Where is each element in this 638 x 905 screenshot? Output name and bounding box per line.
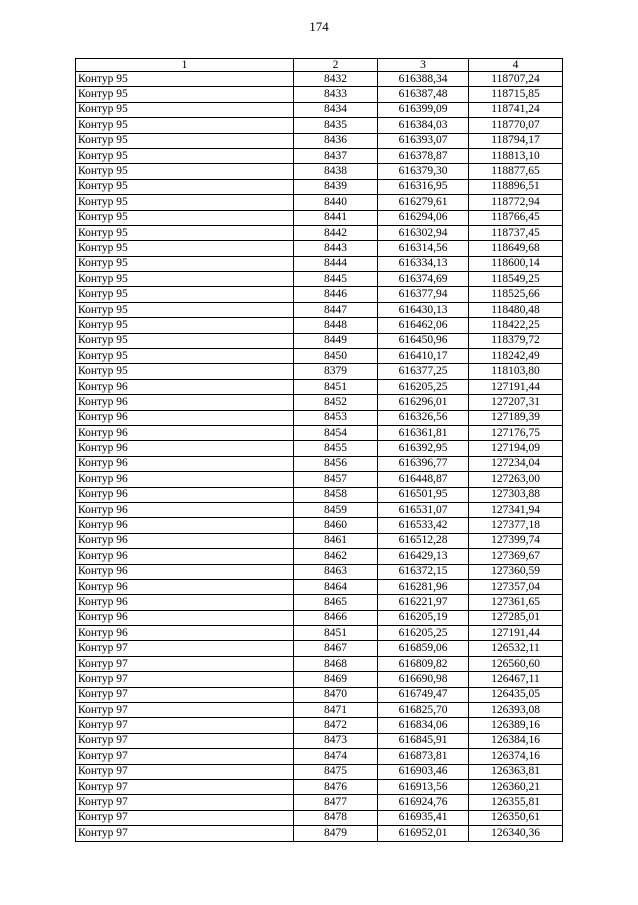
x-coordinate-cell: 616690,98 (378, 672, 469, 687)
y-coordinate-cell: 118649,68 (469, 241, 563, 256)
table-row (76, 487, 563, 502)
point-number-cell: 8440 (294, 195, 378, 210)
contour-name-cell: Контур 95 (76, 287, 294, 302)
contour-name-cell: Контур 95 (76, 318, 294, 333)
contour-name-cell: Контур 96 (76, 379, 294, 394)
y-coordinate-cell: 126467,11 (469, 672, 563, 687)
y-coordinate-cell: 126560,60 (469, 656, 563, 671)
contour-name-cell: Контур 95 (76, 179, 294, 194)
y-coordinate-cell: 126340,36 (469, 826, 563, 841)
y-coordinate-cell: 118813,10 (469, 148, 563, 163)
x-coordinate-cell: 616326,56 (378, 410, 469, 425)
point-number-cell: 8478 (294, 810, 378, 825)
table-row (76, 749, 563, 764)
y-coordinate-cell: 118422,25 (469, 318, 563, 333)
table-row (76, 533, 563, 548)
x-coordinate-cell: 616296,01 (378, 395, 469, 410)
y-coordinate-cell: 126389,16 (469, 718, 563, 733)
y-coordinate-cell: 126350,61 (469, 810, 563, 825)
x-coordinate-cell: 616430,13 (378, 302, 469, 317)
contour-name-cell: Контур 96 (76, 549, 294, 564)
contour-name-cell: Контур 96 (76, 564, 294, 579)
y-coordinate-cell: 126532,11 (469, 641, 563, 656)
contour-name-cell: Контур 95 (76, 210, 294, 225)
table-row (76, 810, 563, 825)
y-coordinate-cell: 118525,66 (469, 287, 563, 302)
contour-name-cell: Контур 95 (76, 225, 294, 240)
y-coordinate-cell: 127176,75 (469, 425, 563, 440)
y-coordinate-cell: 127285,01 (469, 610, 563, 625)
point-number-cell: 8462 (294, 549, 378, 564)
contour-name-cell: Контур 95 (76, 333, 294, 348)
contour-name-cell: Контур 97 (76, 764, 294, 779)
table-row (76, 441, 563, 456)
x-coordinate-cell: 616316,95 (378, 179, 469, 194)
x-coordinate-cell: 616205,19 (378, 610, 469, 625)
point-number-cell: 8470 (294, 687, 378, 702)
y-coordinate-cell: 118737,45 (469, 225, 563, 240)
x-coordinate-cell: 616379,30 (378, 164, 469, 179)
y-coordinate-cell: 127189,39 (469, 410, 563, 425)
contour-name-cell: Контур 95 (76, 72, 294, 87)
point-number-cell: 8477 (294, 795, 378, 810)
table-row (76, 349, 563, 364)
table-row (76, 779, 563, 794)
y-coordinate-cell: 118896,51 (469, 179, 563, 194)
x-coordinate-cell: 616834,06 (378, 718, 469, 733)
x-coordinate-cell: 616924,76 (378, 795, 469, 810)
x-coordinate-cell: 616809,82 (378, 656, 469, 671)
y-coordinate-cell: 127357,04 (469, 579, 563, 594)
contour-name-cell: Контур 97 (76, 672, 294, 687)
table-row (76, 379, 563, 394)
y-coordinate-cell: 126363,81 (469, 764, 563, 779)
x-coordinate-cell: 616873,81 (378, 749, 469, 764)
y-coordinate-cell: 127360,59 (469, 564, 563, 579)
point-number-cell: 8455 (294, 441, 378, 456)
x-coordinate-cell: 616377,94 (378, 287, 469, 302)
table-row (76, 318, 563, 333)
point-number-cell: 8460 (294, 518, 378, 533)
point-number-cell: 8463 (294, 564, 378, 579)
x-coordinate-cell: 616845,91 (378, 733, 469, 748)
point-number-cell: 8469 (294, 672, 378, 687)
x-coordinate-cell: 616221,97 (378, 595, 469, 610)
table-row (76, 518, 563, 533)
point-number-cell: 8445 (294, 272, 378, 287)
x-coordinate-cell: 616448,87 (378, 472, 469, 487)
coordinates-table (75, 58, 563, 842)
contour-name-cell: Контур 95 (76, 148, 294, 163)
contour-name-cell: Контур 95 (76, 133, 294, 148)
point-number-cell: 8453 (294, 410, 378, 425)
y-coordinate-cell: 126360,21 (469, 779, 563, 794)
y-coordinate-cell: 127234,04 (469, 456, 563, 471)
table-row (76, 164, 563, 179)
contour-name-cell: Контур 96 (76, 579, 294, 594)
y-coordinate-cell: 118741,24 (469, 102, 563, 117)
x-coordinate-cell: 616450,96 (378, 333, 469, 348)
x-coordinate-cell: 616531,07 (378, 502, 469, 517)
point-number-cell: 8434 (294, 102, 378, 117)
contour-name-cell: Контур 95 (76, 118, 294, 133)
y-coordinate-cell: 118707,24 (469, 72, 563, 87)
table-row (76, 472, 563, 487)
table-row (76, 72, 563, 87)
point-number-cell: 8432 (294, 72, 378, 87)
table-row (76, 210, 563, 225)
x-coordinate-cell: 616825,70 (378, 703, 469, 718)
x-coordinate-cell: 616952,01 (378, 826, 469, 841)
page-number: 174 (309, 19, 329, 34)
point-number-cell: 8439 (294, 179, 378, 194)
y-coordinate-cell: 126435,05 (469, 687, 563, 702)
table-row (76, 656, 563, 671)
point-number-cell: 8451 (294, 379, 378, 394)
table-row (76, 687, 563, 702)
table-row (76, 225, 563, 240)
x-coordinate-cell: 616377,25 (378, 364, 469, 379)
y-coordinate-cell: 126374,16 (469, 749, 563, 764)
contour-name-cell: Контур 96 (76, 502, 294, 517)
contour-name-cell: Контур 95 (76, 195, 294, 210)
x-coordinate-cell: 616512,28 (378, 533, 469, 548)
table-row (76, 102, 563, 117)
x-coordinate-cell: 616392,95 (378, 441, 469, 456)
point-number-cell: 8467 (294, 641, 378, 656)
table-row (76, 579, 563, 594)
y-coordinate-cell: 118103,80 (469, 364, 563, 379)
y-coordinate-cell: 118600,14 (469, 256, 563, 271)
point-number-cell: 8479 (294, 826, 378, 841)
column-header-3: 3 (378, 59, 469, 72)
x-coordinate-cell: 616334,13 (378, 256, 469, 271)
point-number-cell: 8461 (294, 533, 378, 548)
x-coordinate-cell: 616294,06 (378, 210, 469, 225)
y-coordinate-cell: 127191,44 (469, 626, 563, 641)
y-coordinate-cell: 127341,94 (469, 502, 563, 517)
x-coordinate-cell: 616903,46 (378, 764, 469, 779)
table-row (76, 795, 563, 810)
contour-name-cell: Контур 96 (76, 487, 294, 502)
table-row (76, 564, 563, 579)
y-coordinate-cell: 127191,44 (469, 379, 563, 394)
contour-name-cell: Контур 96 (76, 595, 294, 610)
x-coordinate-cell: 616387,48 (378, 87, 469, 102)
contour-name-cell: Контур 97 (76, 656, 294, 671)
point-number-cell: 8452 (294, 395, 378, 410)
contour-name-cell: Контур 95 (76, 102, 294, 117)
contour-name-cell: Контур 95 (76, 241, 294, 256)
table-row (76, 672, 563, 687)
table-row (76, 410, 563, 425)
y-coordinate-cell: 126384,16 (469, 733, 563, 748)
table-row (76, 595, 563, 610)
contour-name-cell: Контур 95 (76, 364, 294, 379)
contour-name-cell: Контур 96 (76, 472, 294, 487)
x-coordinate-cell: 616533,42 (378, 518, 469, 533)
contour-name-cell: Контур 97 (76, 718, 294, 733)
contour-name-cell: Контур 97 (76, 795, 294, 810)
contour-name-cell: Контур 97 (76, 733, 294, 748)
y-coordinate-cell: 118772,94 (469, 195, 563, 210)
contour-name-cell: Контур 97 (76, 687, 294, 702)
y-coordinate-cell: 118480,48 (469, 302, 563, 317)
table-row (76, 302, 563, 317)
y-coordinate-cell: 118794,17 (469, 133, 563, 148)
point-number-cell: 8449 (294, 333, 378, 348)
contour-name-cell: Контур 97 (76, 779, 294, 794)
point-number-cell: 8458 (294, 487, 378, 502)
contour-name-cell: Контур 96 (76, 441, 294, 456)
table-row (76, 118, 563, 133)
y-coordinate-cell: 127361,65 (469, 595, 563, 610)
point-number-cell: 8456 (294, 456, 378, 471)
point-number-cell: 8442 (294, 225, 378, 240)
table-row (76, 256, 563, 271)
contour-name-cell: Контур 96 (76, 395, 294, 410)
point-number-cell: 8474 (294, 749, 378, 764)
point-number-cell: 8448 (294, 318, 378, 333)
point-number-cell: 8437 (294, 148, 378, 163)
point-number-cell: 8473 (294, 733, 378, 748)
contour-name-cell: Контур 96 (76, 533, 294, 548)
x-coordinate-cell: 616314,56 (378, 241, 469, 256)
y-coordinate-cell: 127377,18 (469, 518, 563, 533)
point-number-cell: 8454 (294, 425, 378, 440)
point-number-cell: 8436 (294, 133, 378, 148)
y-coordinate-cell: 118242,49 (469, 349, 563, 364)
table-row (76, 718, 563, 733)
contour-name-cell: Контур 96 (76, 425, 294, 440)
contour-name-cell: Контур 95 (76, 349, 294, 364)
table-row (76, 195, 563, 210)
point-number-cell: 8476 (294, 779, 378, 794)
y-coordinate-cell: 126393,08 (469, 703, 563, 718)
table-row (76, 456, 563, 471)
table-row (76, 287, 563, 302)
contour-name-cell: Контур 97 (76, 826, 294, 841)
point-number-cell: 8435 (294, 118, 378, 133)
point-number-cell: 8446 (294, 287, 378, 302)
table-row (76, 502, 563, 517)
x-coordinate-cell: 616372,15 (378, 564, 469, 579)
table-row (76, 148, 563, 163)
table-row (76, 87, 563, 102)
point-number-cell: 8441 (294, 210, 378, 225)
contour-name-cell: Контур 96 (76, 626, 294, 641)
x-coordinate-cell: 616749,47 (378, 687, 469, 702)
table-row (76, 549, 563, 564)
x-coordinate-cell: 616205,25 (378, 626, 469, 641)
table-row (76, 333, 563, 348)
y-coordinate-cell: 118379,72 (469, 333, 563, 348)
x-coordinate-cell: 616410,17 (378, 349, 469, 364)
x-coordinate-cell: 616361,81 (378, 425, 469, 440)
contour-name-cell: Контур 97 (76, 641, 294, 656)
table-row (76, 641, 563, 656)
point-number-cell: 8438 (294, 164, 378, 179)
point-number-cell: 8471 (294, 703, 378, 718)
point-number-cell: 8451 (294, 626, 378, 641)
x-coordinate-cell: 616205,25 (378, 379, 469, 394)
table-row (76, 425, 563, 440)
contour-name-cell: Контур 95 (76, 256, 294, 271)
point-number-cell: 8450 (294, 349, 378, 364)
point-number-cell: 8443 (294, 241, 378, 256)
contour-name-cell: Контур 96 (76, 456, 294, 471)
x-coordinate-cell: 616302,94 (378, 225, 469, 240)
table-body (76, 72, 563, 842)
y-coordinate-cell: 127369,67 (469, 549, 563, 564)
x-coordinate-cell: 616281,96 (378, 579, 469, 594)
point-number-cell: 8465 (294, 595, 378, 610)
contour-name-cell: Контур 95 (76, 164, 294, 179)
contour-name-cell: Контур 96 (76, 610, 294, 625)
contour-name-cell: Контур 96 (76, 518, 294, 533)
y-coordinate-cell: 127207,31 (469, 395, 563, 410)
x-coordinate-cell: 616913,56 (378, 779, 469, 794)
y-coordinate-cell: 127194,09 (469, 441, 563, 456)
y-coordinate-cell: 118549,25 (469, 272, 563, 287)
x-coordinate-cell: 616388,34 (378, 72, 469, 87)
point-number-cell: 8466 (294, 610, 378, 625)
y-coordinate-cell: 118715,85 (469, 87, 563, 102)
table-row (76, 241, 563, 256)
table-row (76, 626, 563, 641)
table-row (76, 272, 563, 287)
point-number-cell: 8457 (294, 472, 378, 487)
y-coordinate-cell: 127263,00 (469, 472, 563, 487)
table-row (76, 133, 563, 148)
y-coordinate-cell: 118877,65 (469, 164, 563, 179)
x-coordinate-cell: 616384,03 (378, 118, 469, 133)
x-coordinate-cell: 616374,69 (378, 272, 469, 287)
x-coordinate-cell: 616859,06 (378, 641, 469, 656)
contour-name-cell: Контур 97 (76, 703, 294, 718)
x-coordinate-cell: 616393,07 (378, 133, 469, 148)
x-coordinate-cell: 616399,09 (378, 102, 469, 117)
x-coordinate-cell: 616501,95 (378, 487, 469, 502)
x-coordinate-cell: 616378,87 (378, 148, 469, 163)
y-coordinate-cell: 118770,07 (469, 118, 563, 133)
contour-name-cell: Контур 97 (76, 749, 294, 764)
point-number-cell: 8459 (294, 502, 378, 517)
table-row (76, 364, 563, 379)
point-number-cell: 8433 (294, 87, 378, 102)
point-number-cell: 8475 (294, 764, 378, 779)
table-row (76, 826, 563, 841)
point-number-cell: 8472 (294, 718, 378, 733)
table-row (76, 703, 563, 718)
x-coordinate-cell: 616396,77 (378, 456, 469, 471)
point-number-cell: 8464 (294, 579, 378, 594)
point-number-cell: 8468 (294, 656, 378, 671)
y-coordinate-cell: 127303,88 (469, 487, 563, 502)
x-coordinate-cell: 616935,41 (378, 810, 469, 825)
x-coordinate-cell: 616279,61 (378, 195, 469, 210)
contour-name-cell: Контур 97 (76, 810, 294, 825)
x-coordinate-cell: 616462,06 (378, 318, 469, 333)
table-row (76, 733, 563, 748)
contour-name-cell: Контур 95 (76, 302, 294, 317)
table-row (76, 179, 563, 194)
y-coordinate-cell: 118766,45 (469, 210, 563, 225)
point-number-cell: 8444 (294, 256, 378, 271)
contour-name-cell: Контур 95 (76, 87, 294, 102)
contour-name-cell: Контур 96 (76, 410, 294, 425)
y-coordinate-cell: 126355,81 (469, 795, 563, 810)
table-row (76, 395, 563, 410)
point-number-cell: 8379 (294, 364, 378, 379)
column-header-4: 4 (469, 59, 563, 72)
y-coordinate-cell: 127399,74 (469, 533, 563, 548)
column-header-2: 2 (294, 59, 378, 72)
table-row (76, 610, 563, 625)
column-header-1: 1 (76, 59, 294, 72)
x-coordinate-cell: 616429,13 (378, 549, 469, 564)
table-header-row (76, 59, 563, 72)
contour-name-cell: Контур 95 (76, 272, 294, 287)
table-row (76, 764, 563, 779)
point-number-cell: 8447 (294, 302, 378, 317)
